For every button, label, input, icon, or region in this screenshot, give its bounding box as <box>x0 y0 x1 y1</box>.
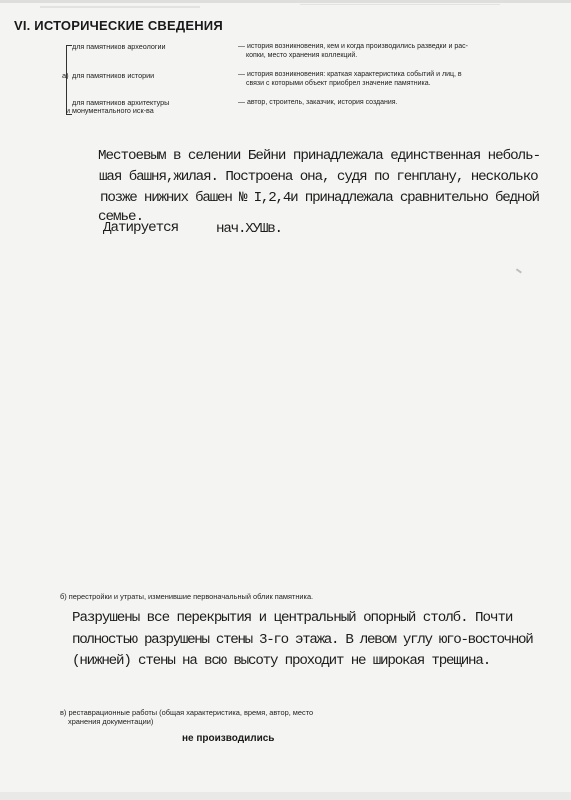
label-architecture-line2: и монументального иск-ва <box>66 106 154 115</box>
part-b-label: б) перестройки и утраты, изменившие первоначальный облик памятника. <box>60 592 314 601</box>
scan-artifact <box>516 268 522 273</box>
dating-label: Датируется <box>103 220 179 236</box>
scan-artifact <box>300 4 500 5</box>
damage-text-line1: Разрушены все перекрытия и центральный опорный столб. Почти <box>72 610 513 626</box>
history-text-line2: шая башня,жилая. Построена она, судя по генплану, несколько <box>99 169 538 185</box>
desc-history-line1: — история возникновения: краткая характеристика событий и лиц, в <box>238 71 462 78</box>
scan-artifact <box>0 792 571 800</box>
desc-history-line2: связи с которыми объект приобрел значение памятника. <box>246 80 431 87</box>
desc-archaeology-line1: — история возникновения, кем и когда производились разведки и рас- <box>238 43 468 50</box>
part-a-marker: а) <box>62 71 69 80</box>
desc-architecture: — автор, строитель, заказчик, история создания. <box>238 99 398 106</box>
label-history: для памятников истории <box>72 71 155 80</box>
desc-archaeology-line2: копки, место хранения коллекций. <box>246 52 358 59</box>
restoration-value: не производились <box>182 733 275 744</box>
damage-text-line3: (нижней) стены на всю высоту проходит не широкая трещина. <box>72 653 491 669</box>
history-text-line1: Местоевым в селении Бейни принадлежала единственная неболь- <box>98 148 541 164</box>
part-c-label-line2: хранения документации) <box>68 717 154 726</box>
label-archaeology: для памятников археологии <box>72 42 166 51</box>
history-text-line3: позже нижних башен № I,2,4и принадлежала сравнительно бедной <box>100 190 539 206</box>
history-text-line4: семье. <box>98 209 144 225</box>
dating-value: нач.ХУШв. <box>216 221 282 237</box>
damage-text-line2: полностью разрушены стены 3-го этажа. В левом углу юго-восточной <box>72 632 533 648</box>
label-architecture-line1: для памятников архитектуры <box>72 98 170 107</box>
part-c-label-line1: в) реставрационные работы (общая характеристика, время, автор, место <box>60 708 314 717</box>
section-title: VI. ИСТОРИЧЕСКИЕ СВЕДЕНИЯ <box>14 18 223 33</box>
scan-artifact <box>0 0 571 3</box>
scan-artifact <box>40 6 200 8</box>
